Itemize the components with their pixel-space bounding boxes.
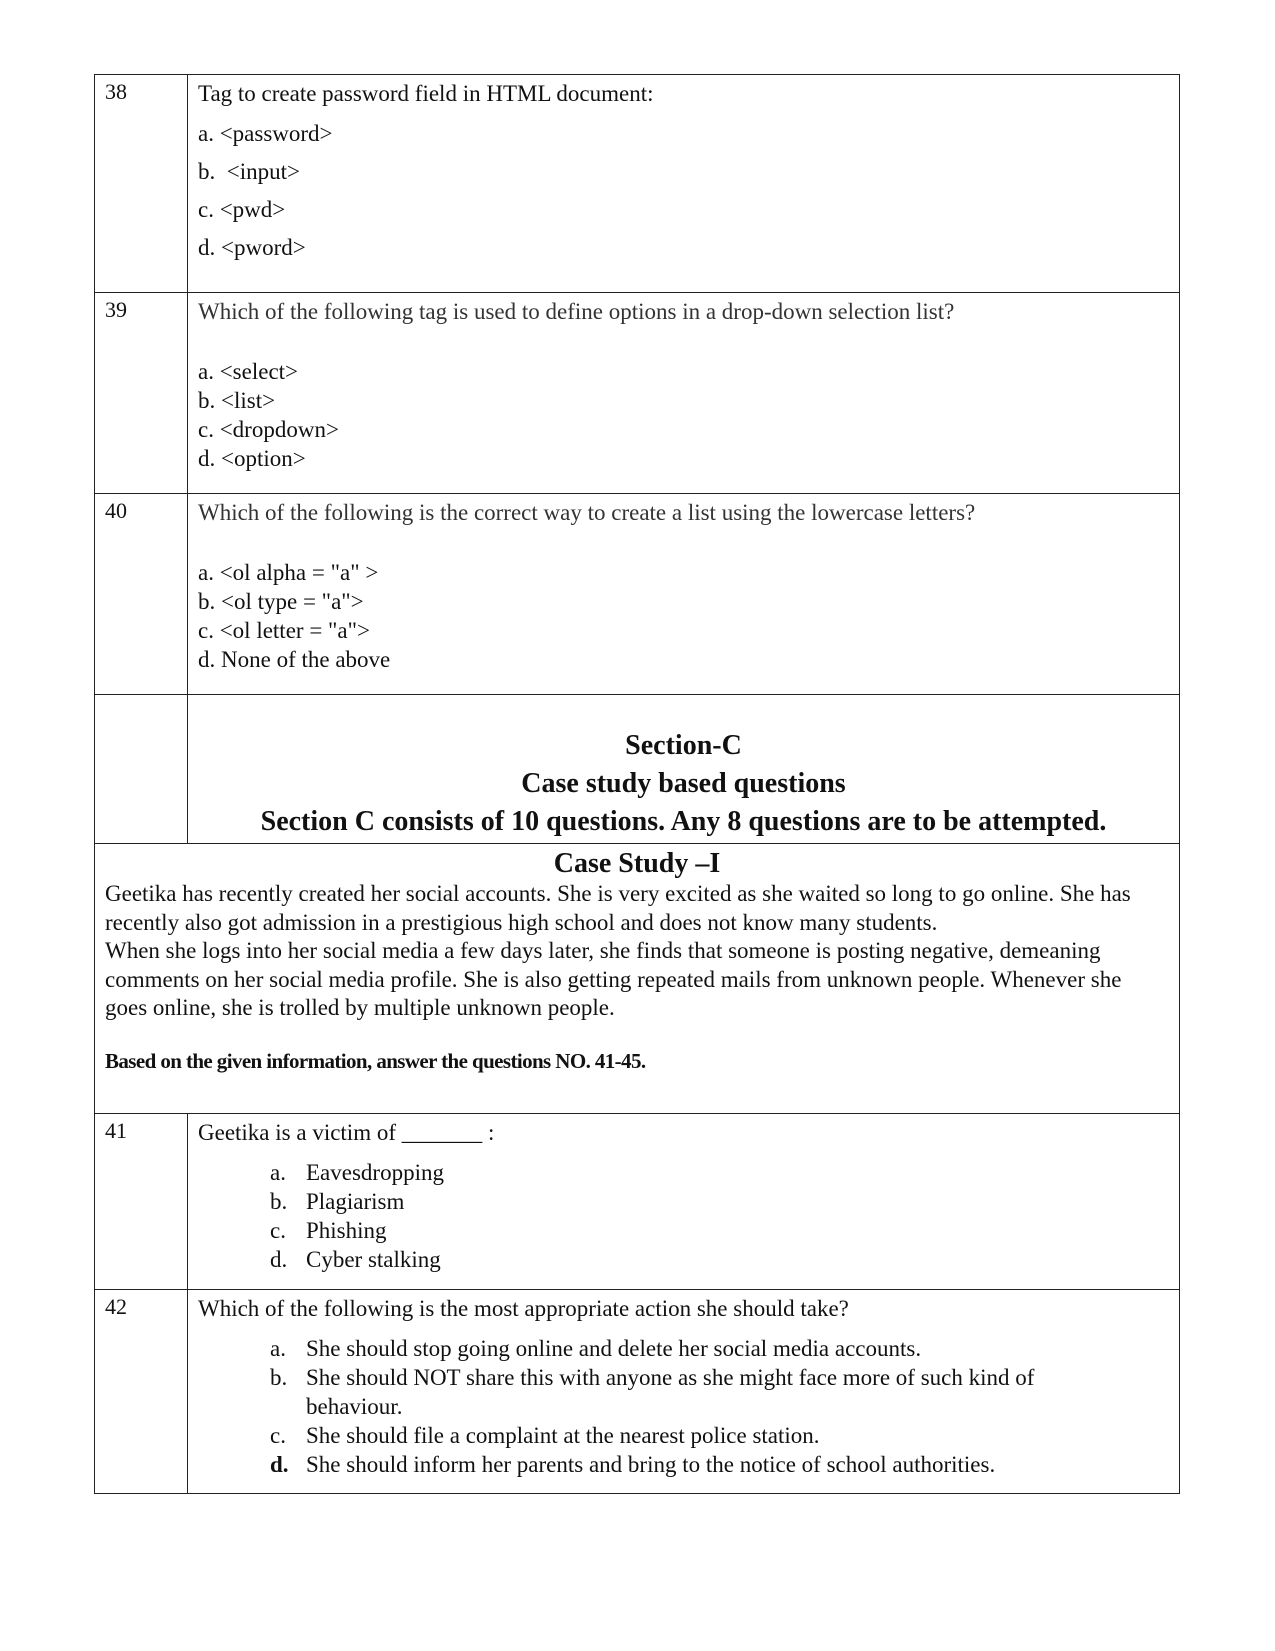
case-study (94, 844, 1180, 1114)
option-d: d. <pword> (198, 235, 306, 260)
option-d: d. <option> (198, 446, 306, 471)
option-c: c. <dropdown> (198, 417, 339, 442)
option-c: c. She should file a complaint at the nearest police station. (270, 1423, 820, 1448)
question-body (188, 1114, 1179, 1289)
option-b: b. <ol type = "a"> (198, 589, 364, 614)
question-table (94, 74, 1180, 1494)
question-number: 38 (95, 75, 188, 292)
question-body (188, 494, 1179, 694)
case-study-title: Case Study –I (553, 848, 721, 879)
option-b: b. She should NOT share this with anyone as she might face more of such kind of behaviour. (270, 1365, 1035, 1419)
section-title: Section-C (625, 730, 742, 761)
question-row-40 (94, 494, 1180, 695)
question-row-38 (94, 75, 1180, 293)
option-c: c. <pwd> (198, 197, 286, 222)
option-b: b. Plagiarism (270, 1189, 405, 1214)
option-d: d. None of the above (198, 647, 391, 672)
option-d: d. Cyber stalking (270, 1247, 441, 1272)
option-b: b. <list> (198, 388, 276, 413)
option-d: d. She should inform her parents and bring to the notice of school authorities. (270, 1452, 996, 1477)
option-a: a. She should stop going online and delete her social media accounts. (270, 1336, 922, 1361)
option-b: b. <input> (198, 159, 300, 184)
question-text: Geetika is a victim of _______ : (198, 1120, 495, 1145)
question-body (188, 1290, 1179, 1493)
section-c-header (188, 695, 1179, 843)
case-study-paragraph: Geetika has recently created her social accounts. She is very excited as she waited so long to go online. She has recently also got admission in a prestigious high school and does not know many students. (105, 881, 1131, 935)
question-body (188, 75, 1179, 292)
options-list (198, 1158, 1179, 1274)
option-a: a. Eavesdropping (270, 1160, 444, 1185)
section-subtitle: Case study based questions (521, 768, 846, 799)
question-number: 40 (95, 494, 188, 694)
section-c-row (94, 695, 1180, 844)
question-number: 39 (95, 293, 188, 493)
case-study-paragraph: When she logs into her social media a few days later, she finds that someone is posting negative, demeaning comments on her social media profile. She is also getting repeated mails from unknown people. Whenever she goes online, she is trolled by multiple unknown people. (105, 938, 1122, 1020)
option-c: c. Phishing (270, 1218, 387, 1243)
option-a: a. <ol alpha = "a" > (198, 560, 379, 585)
question-row-41 (94, 1114, 1180, 1290)
question-row-42 (94, 1290, 1180, 1494)
section-note: Section C consists of 10 questions. Any 8 questions are to be attempted. (260, 806, 1107, 837)
question-text: Which of the following is the most appropriate action she should take? (198, 1296, 849, 1321)
question-text: Tag to create password field in HTML document: (198, 81, 654, 106)
question-number: 41 (95, 1114, 188, 1289)
question-number: 42 (95, 1290, 188, 1493)
question-body (188, 293, 1179, 493)
question-row-39 (94, 293, 1180, 494)
option-a: a. <select> (198, 359, 299, 384)
question-text: Which of the following tag is used to define options in a drop-down selection list? (198, 299, 955, 324)
question-text: Which of the following is the correct way to create a list using the lowercase letters? (198, 500, 976, 525)
case-study-instruction: Based on the given information, answer the questions NO. 41-45. (105, 1048, 646, 1073)
options-list (198, 1334, 1179, 1479)
option-c: c. <ol letter = "a"> (198, 618, 370, 643)
option-a: a. <password> (198, 121, 333, 146)
